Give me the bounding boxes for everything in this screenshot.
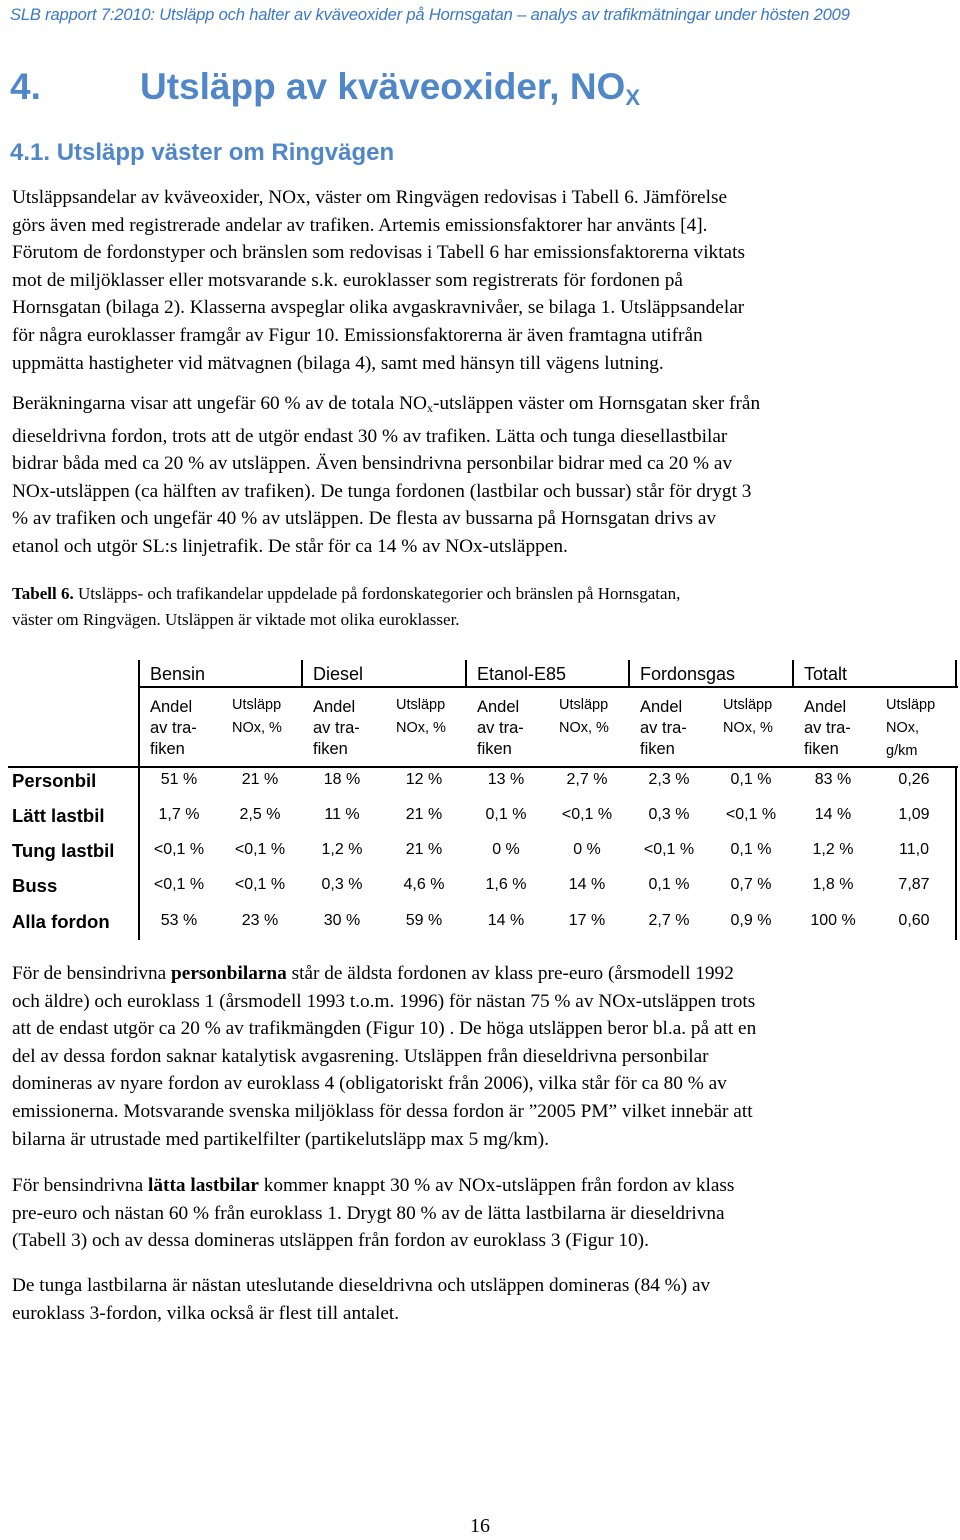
table-caption <box>12 581 948 633</box>
subsection-heading: 4.1. Utsläpp väster om Ringvägen <box>10 139 395 166</box>
subheader-line: g/km <box>886 743 918 759</box>
subheader-line: av tra- <box>150 719 197 737</box>
table-cell: 0,26 <box>898 771 930 788</box>
table-cell: 83 % <box>814 771 852 788</box>
table-cell: 51 % <box>160 771 198 788</box>
text-run: kommer knappt 30 % av NOx-utsläppen från fordon av klass <box>258 1175 735 1196</box>
text-line: del av dessa fordon saknar katalytisk avgasrening. Utsläppen från dieseldrivna personbilar <box>12 1045 709 1067</box>
table-rule <box>955 660 957 688</box>
table-cell: <0,1 % <box>725 806 777 823</box>
subheader-andel <box>804 697 851 760</box>
subheader-andel <box>150 697 197 760</box>
text-line: De tunga lastbilarna är nästan uteslutande dieseldrivna och utsläppen domineras (84 %) av <box>12 1275 711 1296</box>
table-rule <box>628 660 630 688</box>
text-line: etanol och utgör SL:s linjetrafik. De står för ca 14 % av NOx-utsläppen. <box>12 535 568 557</box>
table-cell: 59 % <box>405 912 443 929</box>
subheader-line: NOx, % <box>396 720 446 736</box>
section-heading <box>10 66 640 111</box>
text-line: Utsläppsandelar av kväveoxider, NOx, väster om Ringvägen redovisas i Tabell 6. Jämförelse <box>12 187 728 208</box>
text-line: Förutom de fordonstyper och bränslen som redovisas i Tabell 6 har emissionsfaktorerna viktats <box>12 242 745 264</box>
table-cell: 0 % <box>492 841 520 858</box>
section-title-subscript: X <box>625 85 641 110</box>
subheader-line: NOx, % <box>559 720 609 736</box>
table-cell: 13 % <box>487 771 525 788</box>
subheader-utslapp-total <box>886 694 935 763</box>
table-cell: <0,1 % <box>643 841 695 858</box>
subheader-line: Utsläpp <box>559 697 609 713</box>
table-cell: 0,1 % <box>730 771 772 788</box>
table-cell: 2,5 % <box>239 806 281 823</box>
table-cell: <0,1 % <box>153 876 205 893</box>
subheader-line: Andel <box>150 698 193 716</box>
caption-line <box>12 581 948 607</box>
text-line: mot de miljöklasser eller motsvarande s.k. euroklasser som registrerats för fordonen på <box>12 269 683 291</box>
text-line <box>12 1172 948 1200</box>
text-line <box>12 960 948 988</box>
subheader-line: Utsläpp <box>396 697 446 713</box>
subheader-line: Andel <box>477 698 520 716</box>
table-cell: 0,1 % <box>730 841 772 858</box>
table-cell: 1,2 % <box>812 841 854 858</box>
table-rule <box>8 766 958 768</box>
subheader-andel <box>313 697 360 760</box>
subheader-line: av tra- <box>313 719 360 737</box>
table-cell: 11,0 <box>899 841 929 858</box>
table-cell: 0,3 % <box>321 876 363 893</box>
table-cell: 7,87 <box>898 876 930 893</box>
table-cell: 1,2 % <box>321 841 363 858</box>
subheader-line: Utsläpp <box>886 697 936 713</box>
table-cell: 4,6 % <box>403 876 445 893</box>
subheader-line: Utsläpp <box>723 697 773 713</box>
table-cell: <0,1 % <box>561 806 613 823</box>
table-cell: 0,9 % <box>730 912 772 929</box>
paragraph-latta-lastbilar <box>12 1172 948 1255</box>
table-cell: 18 % <box>323 771 361 788</box>
subheader-andel <box>477 697 524 760</box>
subheader-line: fiken <box>477 740 512 758</box>
subheader-line: Andel <box>640 698 683 716</box>
section-number: 4. <box>10 66 41 107</box>
text-run: Beräkningarna visar att ungefär 60 % av de totala NO <box>12 393 427 414</box>
subheader-line: Andel <box>313 698 356 716</box>
emphasis: lätta lastbilar <box>148 1175 259 1196</box>
subheader-line: av tra- <box>640 719 687 737</box>
text-line: Hornsgatan (bilaga 2). Klasserna avspeglar olika avgaskravnivåer, se bilaga 1. Utsläppsandelar <box>12 297 745 319</box>
caption-text: Utsläpps- och trafikandelar uppdelade på fordonskategorier och bränslen på Hornsgatan, <box>73 584 681 603</box>
row-label-latt-lastbil: Lätt lastbil <box>12 805 105 826</box>
text-run: För de bensindrivna <box>12 963 172 984</box>
paragraph-intro <box>12 184 948 377</box>
text-line: dieseldrivna fordon, trots att de utgör endast 30 % av trafiken. Lätta och tunga diesellastbilar <box>12 425 728 447</box>
subheader-utslapp <box>559 694 609 740</box>
table-rule <box>465 660 467 688</box>
table-cell: 23 % <box>241 912 279 929</box>
text-line: för några euroklasser framgår av Figur 10. Emissionsfaktorerna är även framtagna utifrån <box>12 324 703 346</box>
caption-line: väster om Ringvägen. Utsläppen är viktade mot olika euroklasser. <box>12 610 460 629</box>
header-totalt: Totalt <box>804 664 848 684</box>
table-cell: 17 % <box>568 912 606 929</box>
header-etanol: Etanol-E85 <box>477 664 567 684</box>
subheader-line: fiken <box>313 740 348 758</box>
table-cell: 1,7 % <box>158 806 200 823</box>
table-cell: 1,6 % <box>485 876 527 893</box>
table-cell: 14 % <box>814 806 852 823</box>
text-line: (Tabell 3) och av dessa domineras utsläppen från fordon av euroklass 3 (Figur 10). <box>12 1230 649 1252</box>
row-label-tung-lastbil: Tung lastbil <box>12 840 115 861</box>
table-cell: 12 % <box>405 771 443 788</box>
text-line: bidrar båda med ca 20 % av utsläppen. Även bensindrivna personbilar bidrar med ca 20 % av <box>12 453 733 475</box>
text-run: står de äldsta fordonen av klass pre-euro (årsmodell 1992 <box>286 963 734 984</box>
text-line: % av trafiken och ungefär 40 % av utsläppen. De flesta av bussarna på Hornsgatan drivs av <box>12 508 717 530</box>
subheader-line: av tra- <box>804 719 851 737</box>
table-rule <box>792 660 794 688</box>
table-cell: <0,1 % <box>234 876 286 893</box>
text-line: pre-euro och nästan 60 % från euroklass 1. Drygt 80 % av de lätta lastbilarna är dieseldrivna <box>12 1202 725 1224</box>
text-line: uppmätta hastigheter vid mätvagnen (bilaga 4), samt med hänsyn till vägens lutning. <box>12 352 664 374</box>
table-cell: 14 % <box>487 912 525 929</box>
table-cell: 21 % <box>405 806 443 823</box>
table-cell: 0,1 % <box>648 876 690 893</box>
text-line: görs även med registrerade andelar av trafiken. Artemis emissionsfaktorer har använts [4]. <box>12 214 708 236</box>
table-cell: 0,3 % <box>648 806 690 823</box>
text-run: För bensindrivna <box>12 1175 149 1196</box>
section-title: Utsläpp av kväveoxider, NO <box>140 66 626 107</box>
text-line: euroklass 3-fordon, vilka också är flest till antalet. <box>12 1302 400 1324</box>
table-cell: <0,1 % <box>234 841 286 858</box>
subheader-line: av tra- <box>477 719 524 737</box>
paragraph-tunga-lastbilar <box>12 1272 948 1327</box>
subheader-line: Utsläpp <box>232 697 282 713</box>
table-cell: 30 % <box>323 912 361 929</box>
subheader-utslapp <box>232 694 282 740</box>
table-cell: 2,7 % <box>566 771 608 788</box>
table-cell: 0,60 <box>898 912 930 929</box>
subheader-line: fiken <box>804 740 839 758</box>
subheader-line: NOx, % <box>723 720 773 736</box>
page-number: 16 <box>470 1515 490 1537</box>
table-cell: 1,09 <box>898 806 930 823</box>
text-line: och äldre) och euroklass 1 (årsmodell 1993 t.o.m. 1996) för nästan 75 % av NOx-utsläppen trots <box>12 990 756 1012</box>
table-cell: 21 % <box>405 841 443 858</box>
table-cell: 2,3 % <box>648 771 690 788</box>
subheader-line: NOx, <box>886 720 920 736</box>
text-run: -utsläppen väster om Hornsgatan sker från <box>432 393 761 414</box>
text-line: NOx-utsläppen (ca hälften av trafiken). De tunga fordonen (lastbilar och bussar) står för drygt 3 <box>12 480 752 502</box>
caption-label: Tabell 6. <box>12 584 74 603</box>
subheader-line: Andel <box>804 698 847 716</box>
text-line: domineras av nyare fordon av euroklass 4 (obligatoriskt från 2006), vilka står för ca 80 % av <box>12 1073 727 1095</box>
table-rule <box>140 686 958 688</box>
table-cell: 0 % <box>573 841 601 858</box>
table-cell: 0,1 % <box>485 806 527 823</box>
text-line: emissionerna. Motsvarande svenska miljöklass för dessa fordon är ”2005 PM” vilket innebär att <box>12 1100 753 1122</box>
subheader-line: NOx, % <box>232 720 282 736</box>
row-label-personbil: Personbil <box>12 770 97 791</box>
table-cell: 53 % <box>160 912 198 929</box>
subheader-utslapp <box>723 694 773 740</box>
table-cell: 14 % <box>568 876 606 893</box>
table-rule <box>301 660 303 688</box>
header-bensin: Bensin <box>150 664 206 684</box>
table-cell: <0,1 % <box>153 841 205 858</box>
subheader-andel <box>640 697 687 760</box>
header-diesel: Diesel <box>313 664 364 684</box>
text-line: att de endast utgör ca 20 % av trafikmängden (Figur 10) . De höga utsläppen beror bl.a. på att en <box>12 1018 757 1040</box>
table-cell: 2,7 % <box>648 912 690 929</box>
table-rule <box>955 768 957 940</box>
subheader-line: fiken <box>640 740 675 758</box>
paragraph-personbilar <box>12 960 948 1153</box>
row-label-alla-fordon: Alla fordon <box>12 911 110 932</box>
paragraph-calculations <box>12 390 948 561</box>
table-cell: 11 % <box>324 806 360 823</box>
text-line: bilarna är utrustade med partikelfilter (partikelutsläpp max 5 mg/km). <box>12 1128 550 1150</box>
subscript: x <box>426 401 433 415</box>
header-fordonsgas: Fordonsgas <box>640 664 736 684</box>
subheader-line: fiken <box>150 740 185 758</box>
subheader-utslapp <box>396 694 446 740</box>
table-cell: 0,7 % <box>730 876 772 893</box>
row-label-buss: Buss <box>12 875 58 896</box>
running-header: SLB rapport 7:2010: Utsläpp och halter av kväveoxider på Hornsgatan – analys av trafikmätningar under hösten 2009 <box>10 6 850 24</box>
table-rule <box>138 660 140 940</box>
table-cell: 21 % <box>241 771 279 788</box>
emphasis: personbilarna <box>171 963 287 984</box>
text-line <box>12 390 948 423</box>
table-cell: 1,8 % <box>812 876 854 893</box>
table-cell: 100 % <box>810 912 856 929</box>
